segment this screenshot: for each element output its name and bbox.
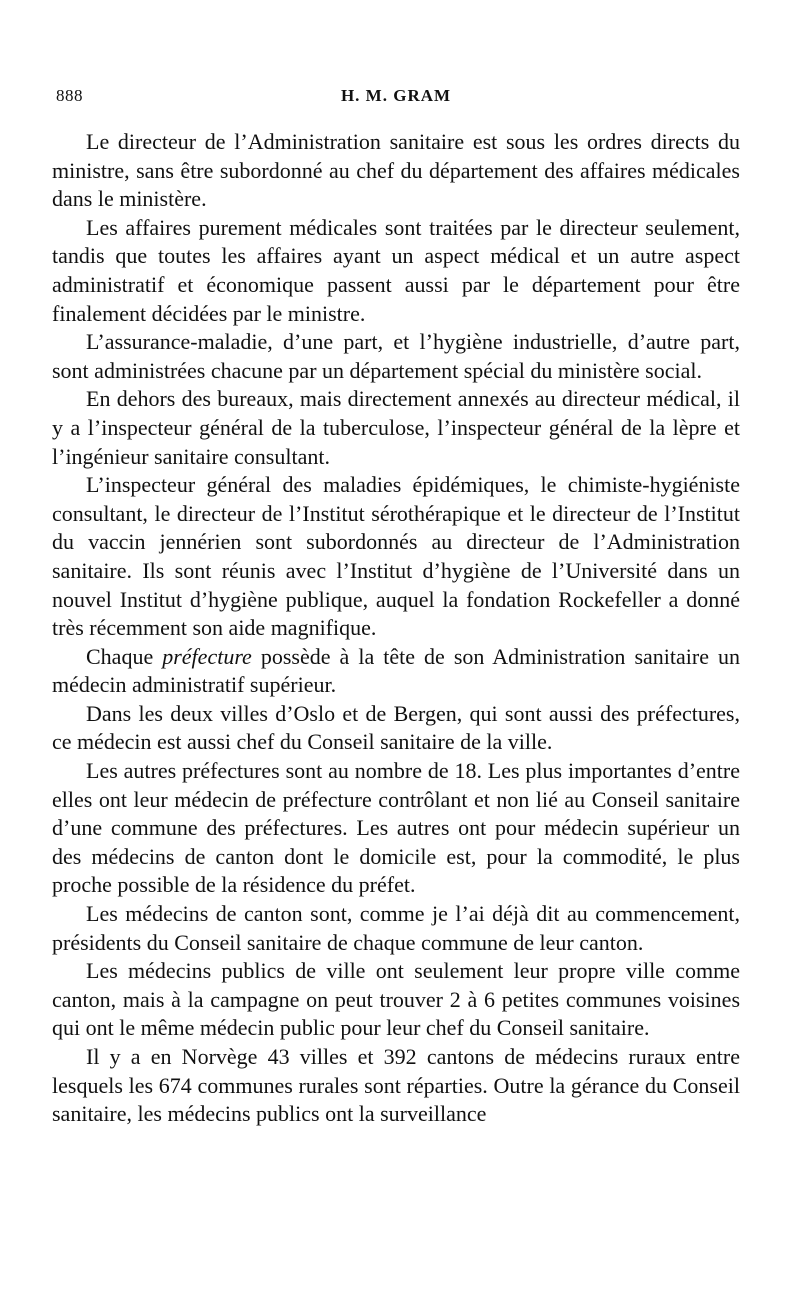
paragraph-text: Les autres préfectures sont au nombre de 18. Les plus importantes d’entre elles ont leur médecin de préfecture contrôlant et non lié au Conseil sanitaire d’une commune des préfectures. Les autres ont pour médecin supérieur un des médecins de canton dont le domicile est, pour la commodité, le plus proche possible de la résidence du préfet. xyxy=(52,758,740,898)
paragraph-5 xyxy=(52,471,740,643)
paragraph-7 xyxy=(52,700,740,757)
paragraph-11 xyxy=(52,1043,740,1129)
paragraph-text: Le directeur de l’Administration sanitaire est sous les ordres directs du ministre, sans être subordonné au chef du département des affaires médicales dans le ministère. xyxy=(52,129,740,212)
paragraph-4 xyxy=(52,385,740,471)
paragraph-text: Les affaires purement médicales sont traitées par le directeur seulement, tandis que toutes les affaires ayant un aspect médical et un autre aspect administratif et économique passent aussi par le département pour être finalement décidées par le ministre. xyxy=(52,214,740,326)
paragraph-1 xyxy=(52,128,740,214)
paragraph-3 xyxy=(52,328,740,385)
paragraph-6 xyxy=(52,643,740,700)
body-text xyxy=(52,128,740,1129)
paragraph-text: L’inspecteur général des maladies épidémiques, le chimiste-hygiéniste consultant, le directeur de l’Institut sérothérapique et le directeur de l’Institut du vaccin jennérien sont subordonnés au directeur de l’Administration sanitaire. Ils sont réunis avec l’Institut d’hygiène de l’Université dans un nouvel Institut d’hygiène publique, auquel la fondation Rockefeller a donné très récemment son aide magnifique. xyxy=(52,472,740,641)
paragraph-text: Dans les deux villes d’Oslo et de Bergen, qui sont aussi des préfectures, ce médecin est aussi chef du Conseil sanitaire de la ville. xyxy=(52,700,740,755)
paragraph-text: Il y a en Norvège 43 villes et 392 cantons de médecins ruraux entre lesquels les 674 communes rurales sont réparties. Outre la gérance du Conseil sanitaire, les médecins publics ont la surveillance xyxy=(52,1044,740,1127)
paragraph-8 xyxy=(52,757,740,900)
page-number: 888 xyxy=(56,86,83,105)
paragraph-9 xyxy=(52,900,740,957)
paragraph-text: En dehors des bureaux, mais directement annexés au directeur médical, il y a l’inspecteur général de la tuberculose, l’inspecteur général de la lèpre et l’ingénieur sanitaire consultant. xyxy=(52,386,740,469)
paragraph-text: L’assurance-maladie, d’une part, et l’hygiène industrielle, d’autre part, sont administrées chacune par un département spécial du ministère social. xyxy=(52,329,740,383)
italic-term: préfecture xyxy=(162,643,252,669)
paragraph-10 xyxy=(52,957,740,1043)
paragraph-text: Chaque xyxy=(86,643,163,669)
paragraph-2 xyxy=(52,214,740,328)
paragraph-text: Les médecins de canton sont, comme je l’ai déjà dit au commencement, présidents du Conseil sanitaire de chaque commune de leur canton. xyxy=(52,901,740,955)
document-page xyxy=(52,86,740,1129)
page-header xyxy=(52,86,740,114)
running-head: H. M. GRAM xyxy=(340,86,452,105)
paragraph-text: Les médecins publics de ville ont seulement leur propre ville comme canton, mais à la campagne on peut trouver 2 à 6 petites communes voisines qui ont le même médecin public pour leur chef du Conseil sanitaire. xyxy=(52,958,740,1041)
paragraph-text: possède à la tête de son Administration sanitaire un médecin administratif supérieur. xyxy=(52,643,740,698)
